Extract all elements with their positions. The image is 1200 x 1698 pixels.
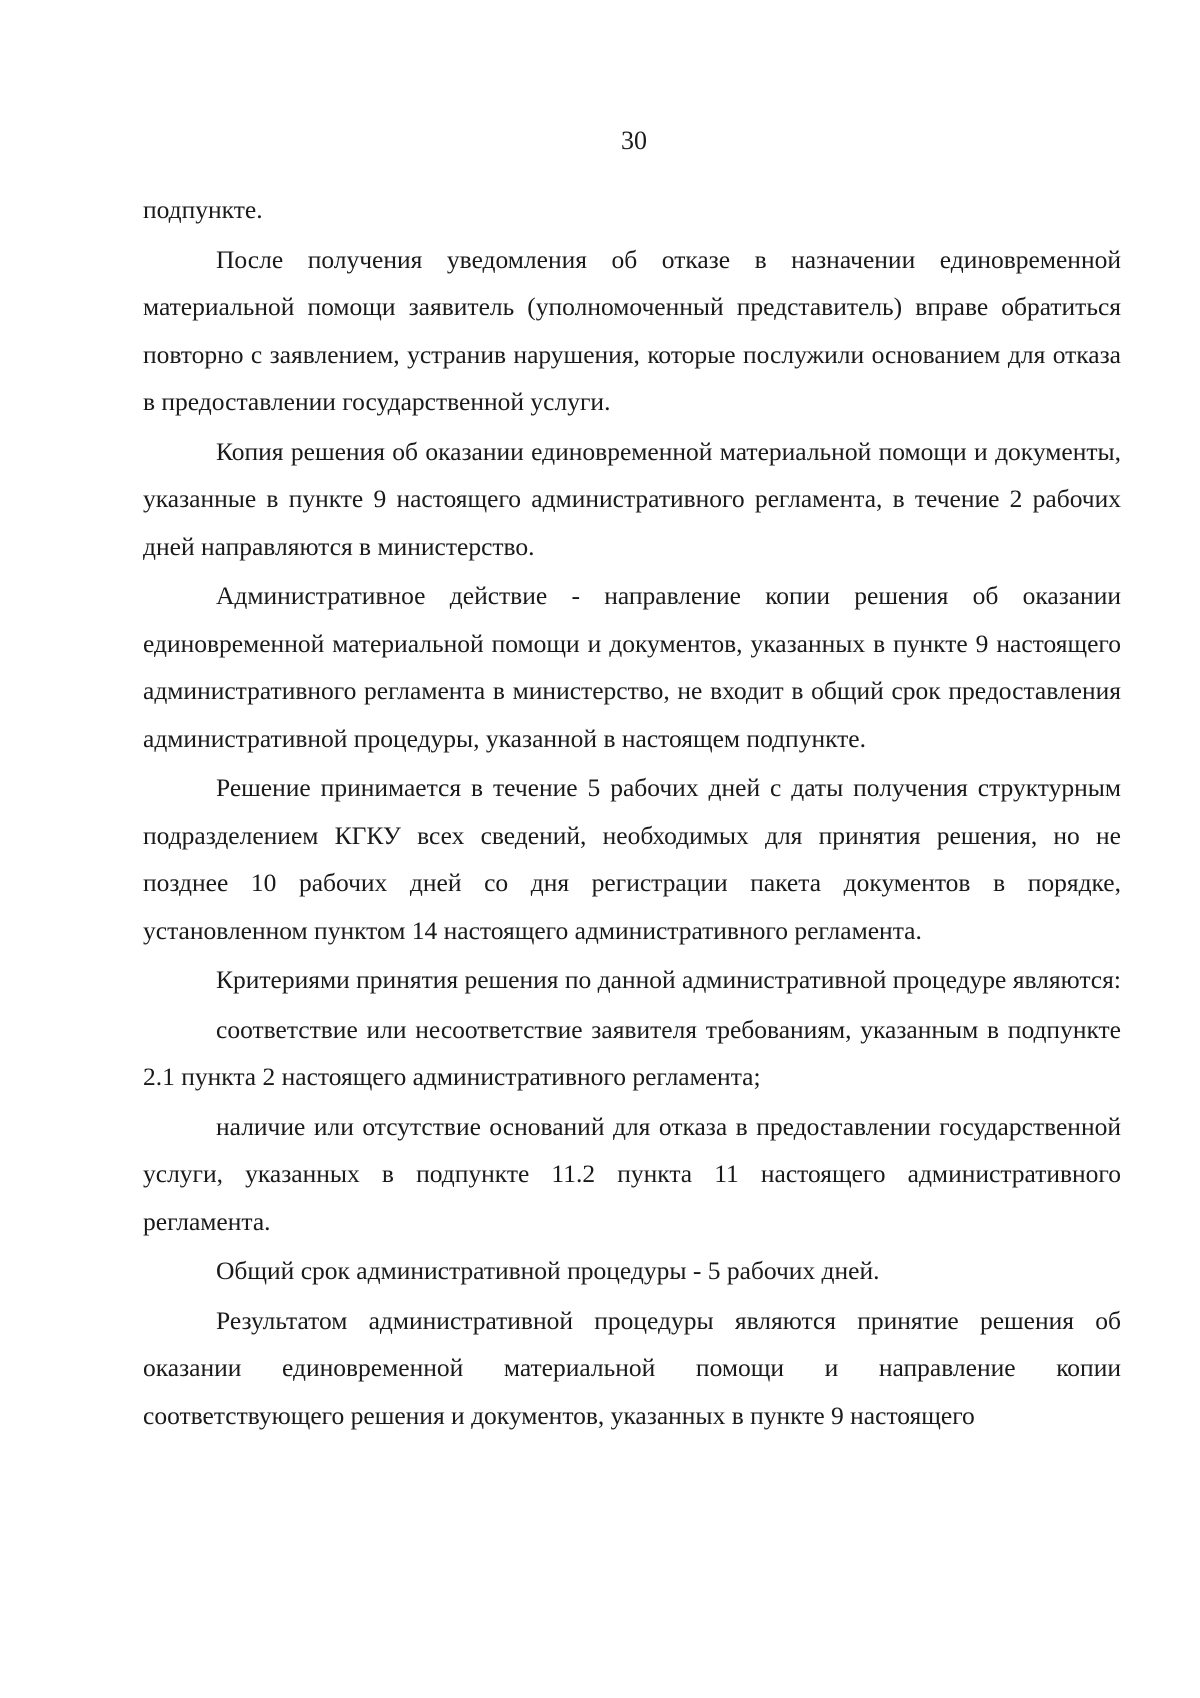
document-body [143,186,1121,1439]
paragraph-result: Результатом административной процедуры являются принятие решения об оказании единовременной материальной помощи и направление копии соответствующего решения и документов, указанных в пункте 9 настоящего [143,1305,1121,1430]
paragraph-continuation: подпункте. [143,195,263,224]
paragraph-decision-copy: Копия решения об оказании единовременной материальной помощи и документы, указанные в пункте 9 настоящего административного регламента, в течение 2 рабочих дней направляются в министерство. [143,436,1121,561]
paragraph-administrative-action: Административное действие - направление копии решения об оказании единовременной материальной помощи и документов, указанных в пункте 9 настоящего административного регламента в министерство, не входит в общий срок предоставления административной процедуры, указанной в настоящем подпункте. [143,581,1121,753]
paragraph-criteria-intro: Критериями принятия решения по данной административной процедуре являются: [216,965,1121,994]
paragraph-total-term: Общий срок административной процедуры - 5 рабочих дней. [216,1256,880,1285]
paragraph-criterion-grounds: наличие или отсутствие оснований для отказа в предоставлении государственной услуги, указанных в подпункте 11.2 пункта 11 настоящего административного регламента. [143,1111,1121,1236]
paragraph-refusal-notice: После получения уведомления об отказе в назначении единовременной материальной помощи заявитель (уполномоченный представитель) вправе обратиться повторно с заявлением, устранив нарушения, которые послужили основанием для отказа в предоставлении государственной услуги. [143,244,1121,416]
page-number: 30 [621,126,647,155]
paragraph-decision-term: Решение принимается в течение 5 рабочих дней с даты получения структурным подразделением КГКУ всех сведений, необходимых для принятия решения, но не позднее 10 рабочих дней со дня регистрации пакета документов в порядке, установленном пунктом 14 настоящего административного регламента. [143,773,1121,945]
paragraph-criterion-requirements: соответствие или несоответствие заявителя требованиям, указанным в подпункте 2.1 пункта 2 настоящего административного регламента; [143,1014,1121,1091]
